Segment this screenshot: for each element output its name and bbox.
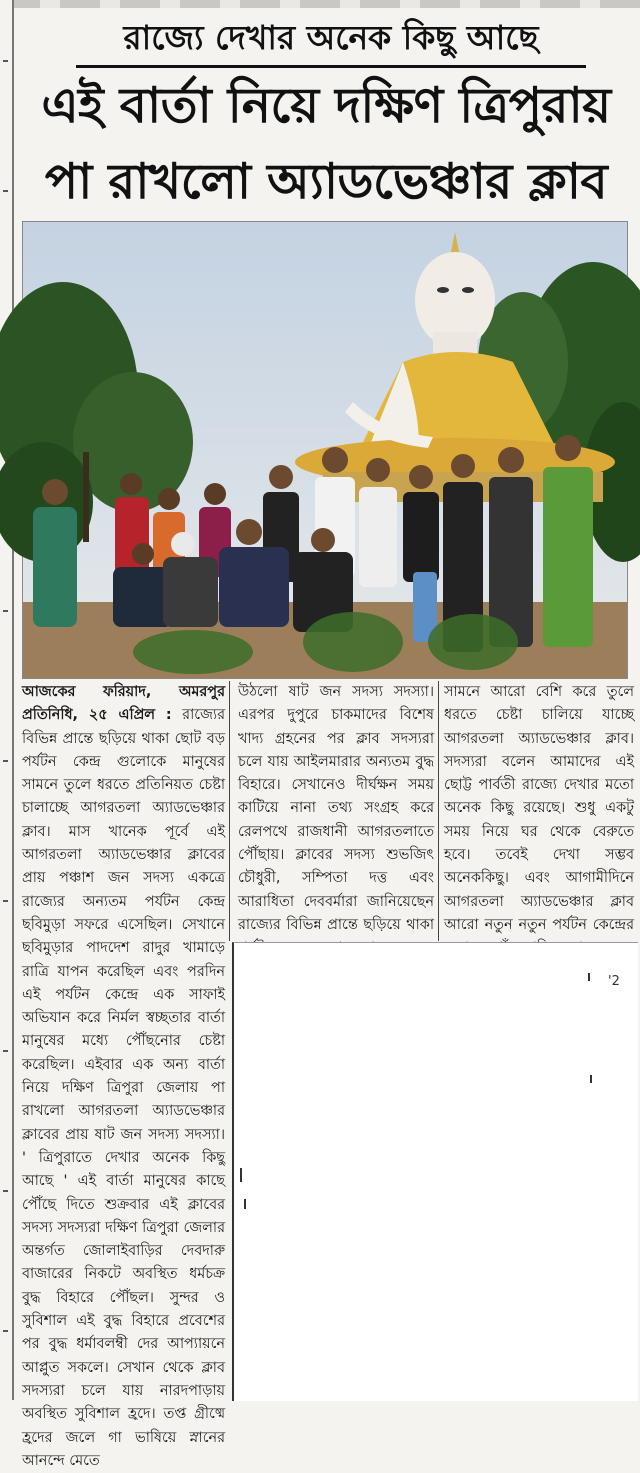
column-rule-2 — [438, 681, 439, 941]
column-3-text: সামনে আরো বেশি করে তুলে ধরতে চেষ্টা চালিয়ে যাচ্ছে আগরতলা অ্যাডভেঞ্চার ক্লাব। সদস্যরা বলেন আমাদের এই ছোট্ট পার্বতী রাজ্যে দেখার মতো অনেক কিছু রয়েছে। শুধু একটু সময় নিয়ে ঘর থেকে বেরুতে হবে। তবেই দেখা সম্ভব অনেককিছু। এবং আগামীদিনে আগরতলা অ্যাডভেঞ্চার ক্লাব আরো নতুন নতুন পর্যটন কেন্দ্রের — [444, 684, 634, 933]
page-marker: '2 — [608, 974, 620, 989]
scan-mark — [590, 1075, 592, 1083]
news-article — [16, 8, 636, 1469]
kicker-underline — [76, 65, 586, 68]
article-byline: আজকের ফরিয়াদ, অমরপুর প্রতিনিধি, ২৫ এপ্রিল : — [22, 684, 225, 724]
left-margin-strip — [0, 0, 14, 1400]
empty-ad-space — [232, 942, 638, 1401]
column-rule-1 — [229, 681, 230, 941]
column-1-text: রাজ্যের বিভিন্ন প্রান্তে ছড়িয়ে থাকা ছোট বড় পর্যটন কেন্দ্র গুলোকে মানুষের সামনে তুলে ধরতে প্রতিনিয়ত চেষ্টা চালাচ্ছে আগরতলা অ্যাডভেঞ্চার ক্লাব। মাস খানেক পূর্বে এই আগরতলা অ্যাডভেঞ্চার ক্লাবের প্রায় পঞ্চাশ জন সদস্য একত্রে রাজ্যের অন্যতম পর্যটন কেন্দ্র ছবিমুড়া সফরে এসেছিল। সেখানে ছবিমুড়ার পাদদেশ রাদুর খামাড়ে রাত্রি যাপন করেছিল এবং পরদিন এই পর্যটন কেন্দ্রে এক সাফাই অভিযান করে নির্মল স্বচ্ছতার বার্তা মানুষের মধ্যে পৌঁছনোর চেষ্টা করেছিল। এইবার এক অন্য বার্তা নিয়ে দক্ষিণ ত্রিপুরা জেলায় পা রাখলো আগরতলা অ্যাডভেঞ্চার ক্লাবের প্রায় ষাট জন সদস্য সদস্যা। ' ত্রিপুরাতে দেখার অনেক কিছু আছে ' এই বার্তা মানুষের কাছে পৌঁছে দিতে শুক্রবার এই ক্লাবের সদস্য সদস্যরা দক্ষিণ ত্রিপুরা জেলার অন্তর্গত জোলাইবাড়ির দেবদারু বাজারের নিকটে অবস্থিত ধর্মচক্র বুদ্ধ বিহারে পৌঁছল। সুন্দর ও সুবিশাল এই বুদ্ধ বিহারে প্রবেশের পর বুদ্ধ ধর্মাবলম্বী দের আপ্যায়নে আপ্লুত সকলে। সেখান থেকে ক্লাব সদস্যরা চলে যায় নারদপাড়ায় অবস্থিত সুবিশাল হ্রদে। তপ্ত গ্রীষ্মে হ্রদের জলে গা ভাষিয়ে স্নানের আনন্দে মেতে — [22, 707, 225, 1469]
article-column-3 — [444, 681, 634, 935]
column-2-text: উঠলো ষাট জন সদস্য সদস্যা। এরপর দুপুরে চাকমাদের বিশেষ খাদ্য গ্রহনের পর ক্লাব সদস্যরা চলে যায় আইলমারার অন্যতম বুদ্ধ বিহারে। সেখানেও দীর্ঘক্ষন সময় কাটিয়ে নানা তথ্য সংগ্রহ করে রেলপথে রাজধানী আগরতলাতে পৌঁছায়। ক্লাবের সদস্য শুভজিৎ চৌধুরী, সম্পিতা দত্ত এবং আরাধিতা দেববর্মারা জানিয়েছেন রাজ্যের বিভিন্ন প্রান্তে ছড়িয়ে থাকা — [238, 684, 434, 933]
article-kicker: রাজ্যে দেখার অনেক কিছু আছে — [123, 18, 539, 57]
scan-mark — [240, 1168, 242, 1182]
headline-line-2: পা রাখলো অ্যাডভেঞ্চার ক্লাব — [44, 153, 608, 210]
article-column-2 — [238, 681, 434, 935]
article-column-1 — [22, 681, 225, 1469]
group-photo — [22, 221, 628, 679]
scan-mark — [244, 1199, 246, 1209]
previous-clipping-edge — [0, 0, 640, 8]
headline-line-1: এই বার্তা নিয়ে দক্ষিণ ত্রিপুরায় — [41, 77, 611, 134]
scan-mark — [588, 973, 590, 981]
